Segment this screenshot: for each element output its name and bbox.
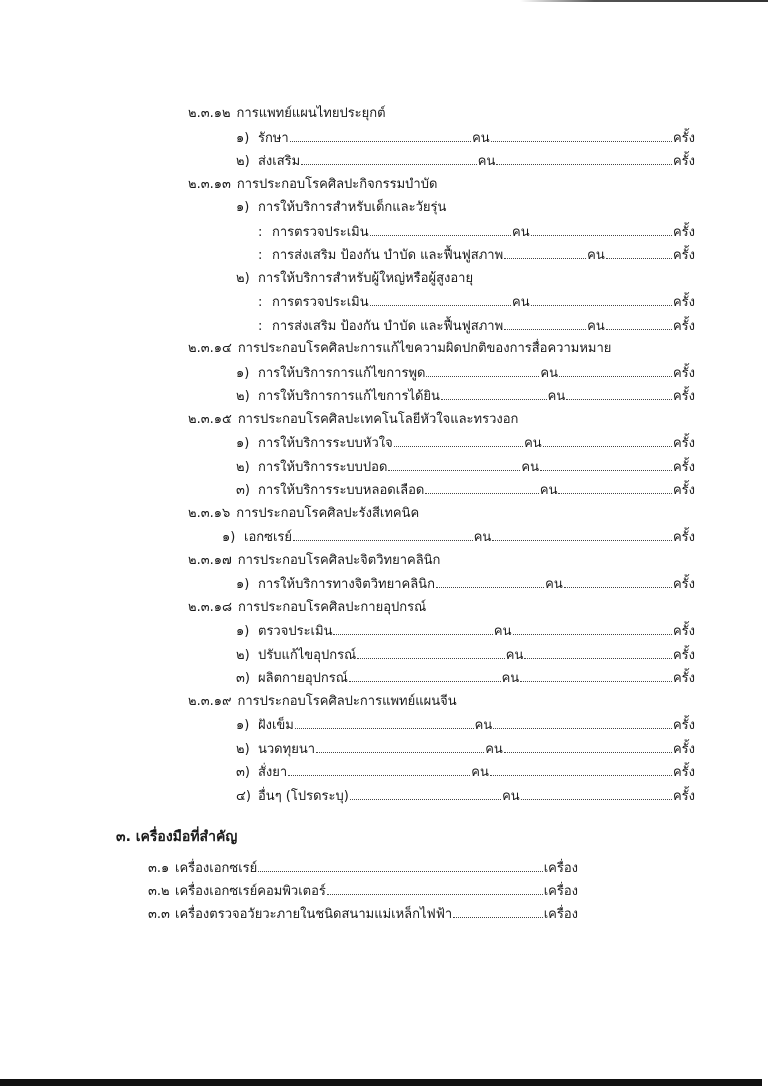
person-count-field[interactable]: [301, 150, 477, 165]
person-count-field[interactable]: [425, 479, 539, 494]
item-label: การให้บริการสำหรับเด็กและวัยรุ่น: [258, 200, 447, 215]
page-top-edge: [520, 0, 768, 2]
times-count-field[interactable]: [558, 479, 672, 494]
person-count-field[interactable]: [436, 573, 544, 588]
item-prefix: :: [258, 225, 263, 240]
person-count-field[interactable]: [426, 362, 539, 377]
item-label: การให้บริการการแก้ไขการได้ยิน: [258, 389, 440, 404]
item-label: การตรวจประเมิน: [272, 295, 369, 310]
item-number: ๓): [236, 671, 250, 686]
entry-row: [236, 432, 695, 454]
equipment-row: [148, 903, 578, 925]
times-count-field[interactable]: [493, 714, 672, 729]
unit-times: ครั้ง: [672, 718, 695, 733]
item-label: ผลิตกายอุปกรณ์: [258, 671, 348, 686]
equipment-label: เครื่องตรวจอวัยวะภายในชนิดสนามแม่เหล็กไฟฟ้า: [175, 907, 453, 922]
section-number: ๒.๓.๑๘: [188, 600, 233, 615]
unit-person: คน: [521, 460, 539, 475]
section-title: การประกอบโรคศิลปะการแพทย์แผนจีน: [237, 694, 457, 709]
person-count-field[interactable]: [316, 738, 484, 753]
item-prefix: :: [258, 248, 263, 263]
item-number: ๒): [236, 460, 250, 475]
entry-row: [236, 738, 695, 760]
entry-row: [258, 315, 695, 337]
unit-person: คน: [540, 366, 559, 381]
unit-person: คน: [474, 718, 493, 733]
section-number: ๒.๓.๑๓: [188, 177, 231, 192]
item-label: ปรับแก้ไขอุปกรณ์: [258, 648, 357, 663]
section-number: ๒.๓.๑๕: [188, 412, 232, 427]
person-count-field[interactable]: [394, 432, 523, 447]
equipment-number: ๓.๒: [148, 884, 170, 899]
item-label: การให้บริการระบบปอด: [258, 460, 388, 475]
item-label: รักษา: [258, 131, 289, 146]
entry-row: [236, 761, 695, 783]
person-count-field[interactable]: [349, 667, 501, 682]
entry-row: [258, 244, 695, 266]
section-number: ๒.๓.๑๔: [188, 341, 232, 356]
times-count-field[interactable]: [513, 620, 672, 635]
entry-row: [236, 785, 695, 807]
person-count-field[interactable]: [288, 761, 470, 776]
unit-times: ครั้ง: [672, 225, 695, 240]
item-label: นวดทุยนา: [258, 742, 316, 757]
unit-person: คน: [512, 295, 530, 310]
entry-row: [222, 526, 695, 548]
times-count-field[interactable]: [564, 573, 672, 588]
entry-row: [236, 620, 695, 642]
times-count-field[interactable]: [543, 432, 672, 447]
unit-times: ครั้ง: [672, 366, 696, 381]
entry-row: [236, 456, 695, 478]
unit-times: ครั้ง: [672, 742, 696, 757]
item-label: การให้บริการระบบหลอดเลือด: [258, 483, 425, 498]
item-label: การตรวจประเมิน: [272, 225, 369, 240]
times-count-field[interactable]: [524, 644, 672, 659]
unit-person: คน: [472, 131, 490, 146]
machine-count-field[interactable]: [453, 903, 542, 918]
unit-times: ครั้ง: [672, 154, 695, 169]
section-heading-s14: [188, 338, 611, 360]
item-label: การให้บริการทางจิตวิทยาคลินิก: [258, 577, 435, 592]
item-label: การส่งเสริม ป้องกัน บำบัด และฟื้นฟูสภาพ: [272, 248, 504, 263]
times-count-field[interactable]: [566, 385, 672, 400]
equipment-row: [148, 880, 578, 902]
unit-times: ครั้ง: [672, 436, 696, 451]
section-heading-s15: [188, 409, 518, 431]
person-count-field[interactable]: [333, 620, 492, 635]
times-count-field[interactable]: [504, 738, 672, 753]
unit-times: ครั้ง: [672, 624, 695, 639]
item-number: ๔): [236, 789, 251, 804]
unit-times: ครั้ง: [672, 765, 696, 780]
section-title: การประกอบโรคศิลปะเทคโนโลยีหัวใจและทรวงอก: [237, 412, 519, 427]
times-count-field[interactable]: [531, 221, 672, 236]
item-label: ตรวจประเมิน: [258, 624, 333, 639]
machine-count-field[interactable]: [258, 857, 542, 872]
item-number: ๑): [236, 577, 250, 592]
item-number: ๑): [236, 624, 250, 639]
unit-person: คน: [512, 225, 530, 240]
section-heading-s13: [188, 174, 437, 196]
equipment-number: ๓.๑: [148, 861, 170, 876]
unit-person: คน: [587, 248, 605, 263]
entry-row: [236, 150, 695, 172]
unit-person: คน: [505, 648, 524, 663]
equipment-number: ๓.๓: [148, 907, 170, 922]
item-number: ๑): [236, 436, 250, 451]
person-count-field[interactable]: [293, 526, 473, 541]
section-title: การประกอบโรคศิลปะกิจกรรมบำบัด: [236, 177, 438, 192]
item-number: ๒): [236, 742, 250, 757]
entry-row: [258, 291, 695, 313]
item-number: ๒): [236, 154, 250, 169]
unit-times: ครั้ง: [672, 789, 695, 804]
item-number: ๑): [236, 200, 250, 215]
item-label: อื่นๆ (โปรดระบุ): [258, 789, 349, 804]
entry-row: [236, 667, 695, 689]
equipment-row: [148, 857, 578, 879]
unit-times: ครั้ง: [672, 295, 695, 310]
section3-title: ๓. เครื่องมือที่สำคัญ: [116, 829, 238, 845]
item-label: สั่งยา: [258, 765, 288, 780]
times-count-field[interactable]: [606, 315, 672, 330]
section-title: การประกอบโรคศิลปะจิตวิทยาคลินิก: [237, 553, 441, 568]
page-bottom-bar: [0, 1079, 762, 1086]
item-number: ๑): [236, 366, 250, 381]
section-title: การแพทย์แผนไทยประยุกต์: [236, 106, 386, 121]
section-number: ๒.๓.๑๗: [188, 553, 232, 568]
item-label: การให้บริการการแก้ไขการพูด: [258, 366, 426, 381]
equipment-label: เครื่องเอกซเรย์คอมพิวเตอร์: [175, 884, 326, 899]
section-number: ๒.๓.๑๒: [188, 106, 231, 121]
item-label: การส่งเสริม ป้องกัน บำบัด และฟื้นฟูสภาพ: [272, 319, 504, 334]
unit-machine: เครื่อง: [543, 861, 578, 876]
entry-row: [236, 127, 695, 149]
times-count-field[interactable]: [491, 127, 672, 142]
times-count-field[interactable]: [490, 761, 672, 776]
unit-person: คน: [502, 789, 520, 804]
item-number: ๒): [236, 648, 250, 663]
person-count-field[interactable]: [504, 315, 586, 330]
unit-person: คน: [473, 530, 492, 545]
unit-person: คน: [501, 671, 520, 686]
unit-person: คน: [485, 742, 503, 757]
unit-person: คน: [587, 319, 605, 334]
section-heading-s16: [188, 503, 419, 525]
unit-times: ครั้ง: [672, 248, 695, 263]
section-heading-s18: [188, 597, 426, 619]
section-number: ๒.๓.๑๙: [188, 694, 232, 709]
times-count-field[interactable]: [531, 291, 672, 306]
item-number: ๑): [222, 530, 236, 545]
times-count-field[interactable]: [559, 362, 672, 377]
machine-count-field[interactable]: [327, 880, 543, 895]
times-count-field[interactable]: [540, 456, 672, 471]
group-heading: [236, 197, 695, 219]
unit-times: ครั้ง: [672, 319, 695, 334]
section-number: ๒.๓.๑๖: [188, 506, 231, 521]
unit-machine: เครื่อง: [543, 907, 578, 922]
unit-times: ครั้ง: [672, 389, 695, 404]
item-prefix: :: [258, 295, 263, 310]
entry-row: [236, 362, 695, 384]
unit-times: ครั้ง: [672, 460, 695, 475]
section-title: การประกอบโรคศิลปะกายอุปกรณ์: [238, 600, 427, 615]
times-count-field[interactable]: [496, 150, 672, 165]
section-title: การประกอบโรคศิลปะการแก้ไขความผิดปกติของการสื่อความหมาย: [237, 341, 612, 356]
person-count-field[interactable]: [357, 644, 505, 659]
unit-times: ครั้ง: [672, 577, 696, 592]
unit-person: คน: [545, 577, 563, 592]
person-count-field[interactable]: [388, 456, 520, 471]
item-label: การให้บริการระบบหัวใจ: [258, 436, 393, 451]
unit-times: ครั้ง: [672, 131, 696, 146]
item-label: ฝังเข็ม: [258, 718, 294, 733]
times-count-field[interactable]: [521, 785, 672, 800]
section-heading-s12: [188, 103, 386, 125]
unit-machine: เครื่อง: [543, 884, 578, 899]
item-number: ๑): [236, 131, 250, 146]
section-heading-s19: [188, 691, 457, 713]
item-number: ๓): [236, 483, 250, 498]
unit-times: ครั้ง: [672, 648, 696, 663]
entry-row: [236, 714, 695, 736]
section-heading-s17: [188, 550, 440, 572]
section-title: การประกอบโรคศิลปะรังสีเทคนิค: [236, 506, 420, 521]
unit-person: คน: [493, 624, 512, 639]
unit-times: ครั้ง: [672, 483, 695, 498]
times-count-field[interactable]: [606, 244, 672, 259]
unit-person: คน: [547, 389, 566, 404]
person-count-field[interactable]: [441, 385, 547, 400]
unit-times: ครั้ง: [672, 530, 695, 545]
person-count-field[interactable]: [370, 221, 511, 236]
item-prefix: :: [258, 319, 263, 334]
person-count-field[interactable]: [370, 291, 511, 306]
person-count-field[interactable]: [350, 785, 501, 800]
person-count-field[interactable]: [295, 714, 474, 729]
unit-person: คน: [471, 765, 489, 780]
item-number: ๓): [236, 765, 250, 780]
unit-times: ครั้ง: [672, 671, 696, 686]
unit-person: คน: [477, 154, 496, 169]
item-label: การให้บริการสำหรับผู้ใหญ่หรือผู้สูงอายุ: [258, 271, 474, 286]
entry-row: [258, 221, 695, 243]
entry-row: [236, 479, 695, 501]
item-number: ๒): [236, 271, 250, 286]
person-count-field[interactable]: [504, 244, 586, 259]
person-count-field[interactable]: [290, 127, 471, 142]
times-count-field[interactable]: [492, 526, 672, 541]
unit-person: คน: [524, 436, 542, 451]
item-label: ส่งเสริม: [258, 154, 301, 169]
equipment-label: เครื่องเอกซเรย์: [175, 861, 258, 876]
entry-row: [236, 573, 695, 595]
entry-row: [236, 385, 695, 407]
item-number: ๒): [236, 389, 250, 404]
entry-row: [236, 644, 695, 666]
item-label: เอกซเรย์: [244, 530, 292, 545]
group-heading: [236, 268, 695, 290]
times-count-field[interactable]: [520, 667, 672, 682]
unit-person: คน: [539, 483, 558, 498]
item-number: ๑): [236, 718, 250, 733]
